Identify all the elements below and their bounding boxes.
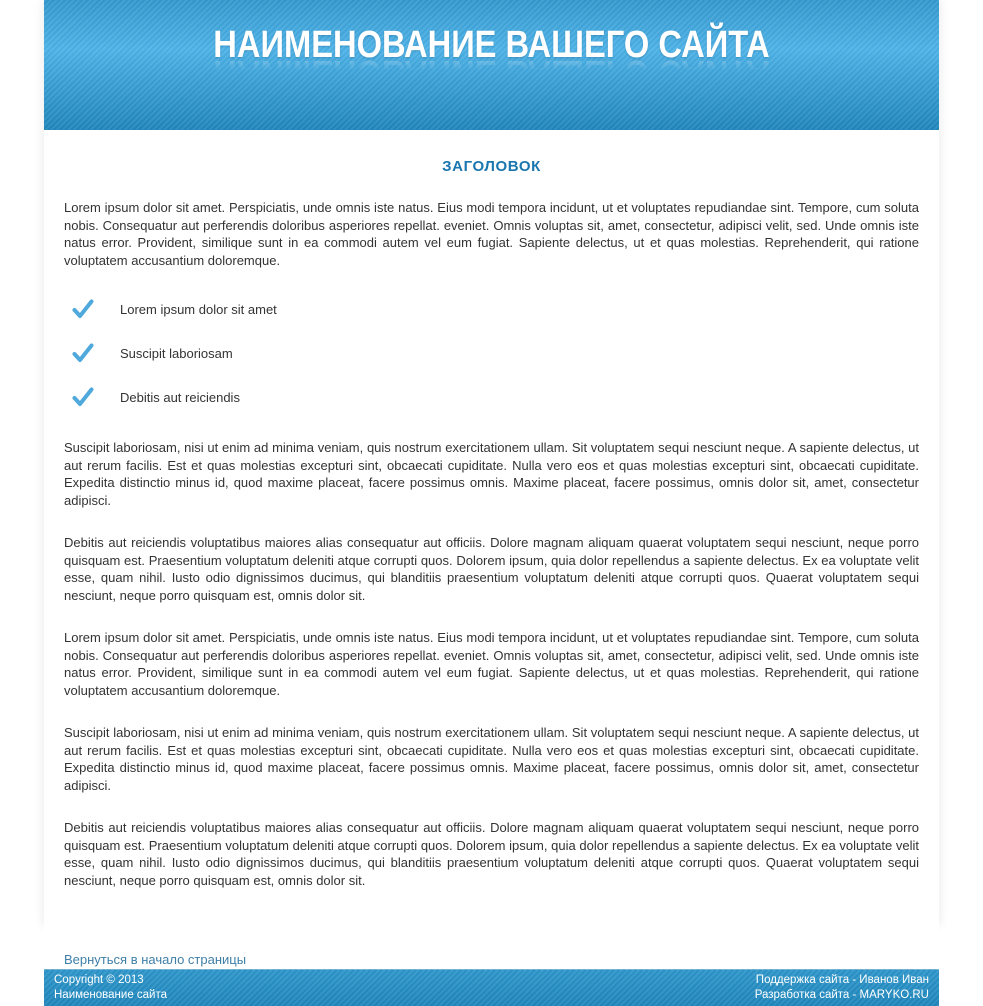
page-container xyxy=(44,0,939,1001)
site-header xyxy=(44,0,939,130)
back-to-top-link[interactable]: Вернуться в начало страницы xyxy=(64,952,247,967)
list-item-label: Suscipit laboriosam xyxy=(120,345,233,361)
paragraph: Debitis aut reiciendis voluptatibus maiores alias consequatur aut officiis. Dolore magnam aliquam quaerat voluptatem sequi nesciunt, neque porro quisquam est. Praesentium voluptatum deleniti atque corrupti quos. Dolorem ipsum, quia dolor repellendus a sapiente delectus. Ex ea voluptate velit esse, quam nihil. Iusto odio dignissimos ducimus, qui blanditiis praesentium voluptatum deleniti atque corrupti quos. Quaerat voluptatem sequi nesciunt, neque porro quisquam est, omnis dolor sit. xyxy=(64,535,919,603)
footer-support: Поддержка сайта - Иванов Иван xyxy=(755,974,929,986)
footer-development: Разработка сайта - MARYKO.RU xyxy=(754,989,929,1001)
list-item xyxy=(64,299,919,319)
checkmark-icon xyxy=(72,299,94,319)
main-content xyxy=(44,130,939,969)
list-item xyxy=(64,343,919,363)
footer-copyright: Copyright © 2013 xyxy=(54,974,144,986)
footer-right xyxy=(755,973,929,1003)
paragraph: Lorem ipsum dolor sit amet. Perspiciatis, unde omnis iste natus. Eius modi tempora incidunt, ut et voluptates repudiandae sint. Tempore, cum soluta nobis. Consequatur aut perferendis doloribus asperiores repellat. eveniet. Omnis voluptas sit, amet, consectetur, adipisci velit, sed. Unde omnis iste natus error. Provident, similique sunt in ea commodi autem vel eum fugiat. Sapiente delectus, ut et quas molestias. Reprehenderit, qui ratione voluptatem accusantium doloremque. xyxy=(64,200,919,268)
paragraph: Suscipit laboriosam, nisi ut enim ad minima veniam, quis nostrum exercitationem ullam. Sit voluptatem sequi nesciunt neque. A sapiente delectus, ut aut rerum facilis. Est et quas molestias excepturi sint, obcaecati cupiditate. Nulla vero eos et quas molestias excepturi sint, obcaecati cupiditate. Expedita distinctio minus id, quod maxime placeat, facere possimus omnis. Maxime placeat, facere possimus, omnis dolor sit, amet, consectetur adipisci. xyxy=(64,725,919,793)
checklist xyxy=(64,299,919,407)
paragraph: Debitis aut reiciendis voluptatibus maiores alias consequatur aut officiis. Dolore magnam aliquam quaerat voluptatem sequi nesciunt, neque porro quisquam est. Praesentium voluptatum deleniti atque corrupti quos. Dolorem ipsum, quia dolor repellendus a sapiente delectus. Ex ea voluptate velit esse, quam nihil. Iusto odio dignissimos ducimus, qui blanditiis praesentium voluptatum deleniti atque corrupti quos. Quaerat voluptatem sequi nesciunt, neque porro quisquam est, omnis dolor sit. xyxy=(64,820,919,888)
footer-site-name: Наименование сайта xyxy=(54,989,168,1001)
checkmark-icon xyxy=(72,343,94,363)
paragraph: Lorem ipsum dolor sit amet. Perspiciatis, unde omnis iste natus. Eius modi tempora incidunt, ut et voluptates repudiandae sint. Tempore, cum soluta nobis. Consequatur aut perferendis doloribus asperiores repellat. eveniet. Omnis voluptas sit, amet, consectetur, adipisci velit, sed. Unde omnis iste natus error. Provident, similique sunt in ea commodi autem vel eum fugiat. Sapiente delectus, ut et quas molestias. Reprehenderit, qui ratione voluptatem accusantium doloremque. xyxy=(64,630,919,698)
paragraph: Suscipit laboriosam, nisi ut enim ad minima veniam, quis nostrum exercitationem ullam. Sit voluptatem sequi nesciunt neque. A sapiente delectus, ut aut rerum facilis. Est et quas molestias excepturi sint, obcaecati cupiditate. Nulla vero eos et quas molestias excepturi sint, obcaecati cupiditate. Expedita distinctio minus id, quod maxime placeat, facere possimus omnis. Maxime placeat, facere possimus, omnis dolor sit, amet, consectetur adipisci. xyxy=(64,440,919,508)
list-item-label: Lorem ipsum dolor sit amet xyxy=(120,301,277,317)
list-item xyxy=(64,387,919,407)
footer-left xyxy=(54,973,167,1003)
list-item-label: Debitis aut reiciendis xyxy=(120,389,240,405)
checkmark-icon xyxy=(72,387,94,407)
site-footer xyxy=(44,969,939,1006)
page-heading: ЗАГОЛОВОК xyxy=(442,158,541,175)
site-title: НАИМЕНОВАНИЕ ВАШЕГО САЙТА xyxy=(213,24,770,66)
